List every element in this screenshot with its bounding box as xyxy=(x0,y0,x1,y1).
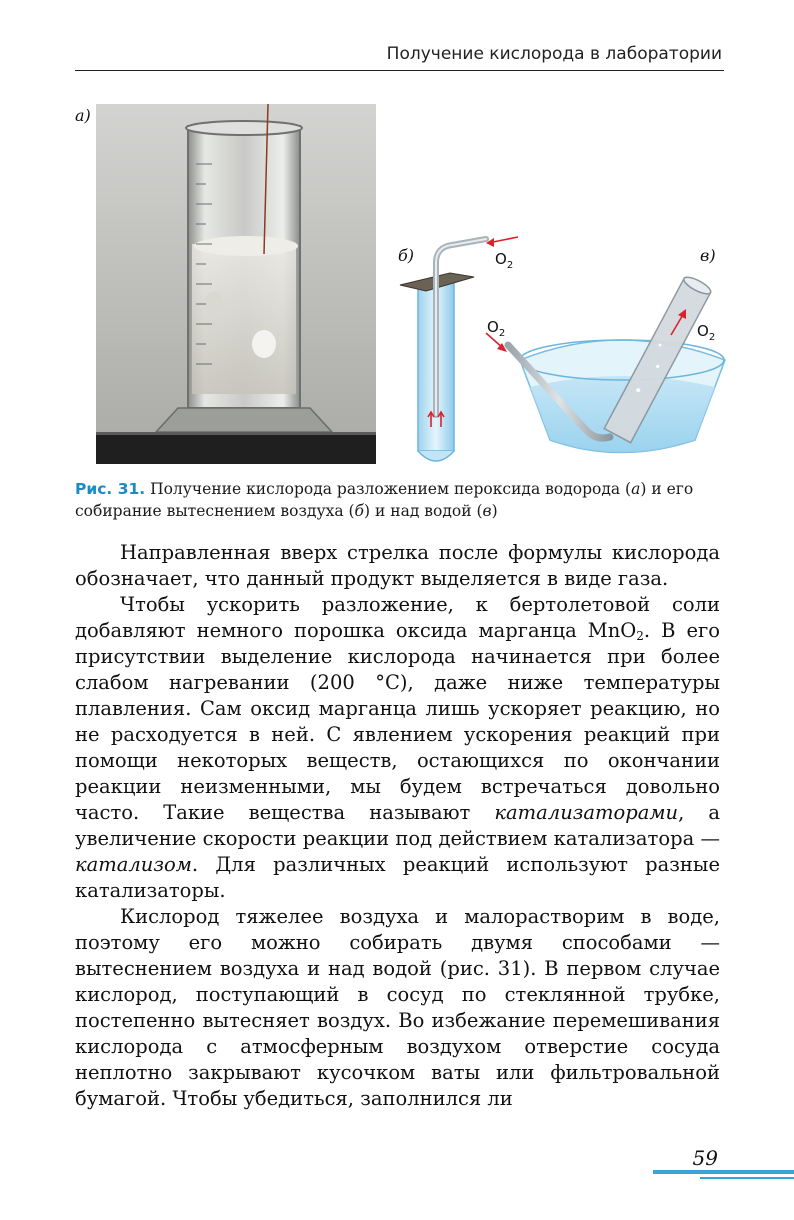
paragraph-3: Кислород тяжелее воздуха и малорастворим в воде, поэтому его можно собирать двумя способами — вытеснением воздуха и над водой (рис. 31). В первом случае кислород, поступающий в сосуд по стеклянной трубке, постепенно вытесняет воздух. Во избежание перемешивания кислорода с атмосферным воздухом отверстие сосуда неплотно закрывают кусочком ваты или фильтровальной бумагой. Чтобы убедиться, заполнился ли xyxy=(75,905,720,1110)
cylinder-photo-drawing xyxy=(96,104,376,464)
o2-label-c-inflow: $O_2$ xyxy=(487,318,506,339)
paragraph-1: Направленная вверх стрелка после формулы кислорода обозначает, что данный продукт выделяется в виде газа. xyxy=(75,541,720,590)
body-text xyxy=(75,540,720,1112)
o2-label-b: $O_2$ xyxy=(495,250,514,271)
term-catalysts: катализаторами xyxy=(494,801,679,824)
collection-diagram xyxy=(390,225,740,470)
paragraph-2: Чтобы ускорить разложение, к бертолетовой соли добавляют немного порошка оксида марганца MnO$_2$. В его присутствии выделение кислорода начинается при более слабом нагревании (200 °C), даже ниже температуры плавления. Сам оксид марганца лишь ускоряет реакцию, но не расходуется в ней. С явлением ускорения реакций при помощи некоторых веществ, остающихся по окончании реакции неизменными, мы будем встречаться довольно часто. Такие вещества называют катализаторами, а увеличение скорости реакции под действием катализатора — катализом. Для различных реакций используют разные катализаторы. xyxy=(75,593,721,902)
cylinder-photo xyxy=(96,104,376,464)
footer-bar-thin xyxy=(700,1177,794,1179)
page-number: 59 xyxy=(692,1146,718,1170)
o2-label-c-tube: $O_2$ xyxy=(697,322,716,343)
figure-caption: Рис. 31. Получение кислорода разложением пероксида водорода (а) и его собирание вытеснением воздуха (б) и над водой (в) xyxy=(75,480,694,520)
term-catalysis: катализом xyxy=(75,853,192,876)
figure-label-c: в) xyxy=(700,246,716,265)
running-header: Получение кислорода в лаборатории xyxy=(386,44,722,64)
footer-bar xyxy=(653,1170,794,1174)
figure-label-a: а) xyxy=(75,106,91,125)
figure-label-b: б) xyxy=(398,246,415,265)
water-trough-c xyxy=(486,274,725,452)
caption-number: Рис. 31. xyxy=(75,480,146,498)
header-rule xyxy=(75,70,724,71)
